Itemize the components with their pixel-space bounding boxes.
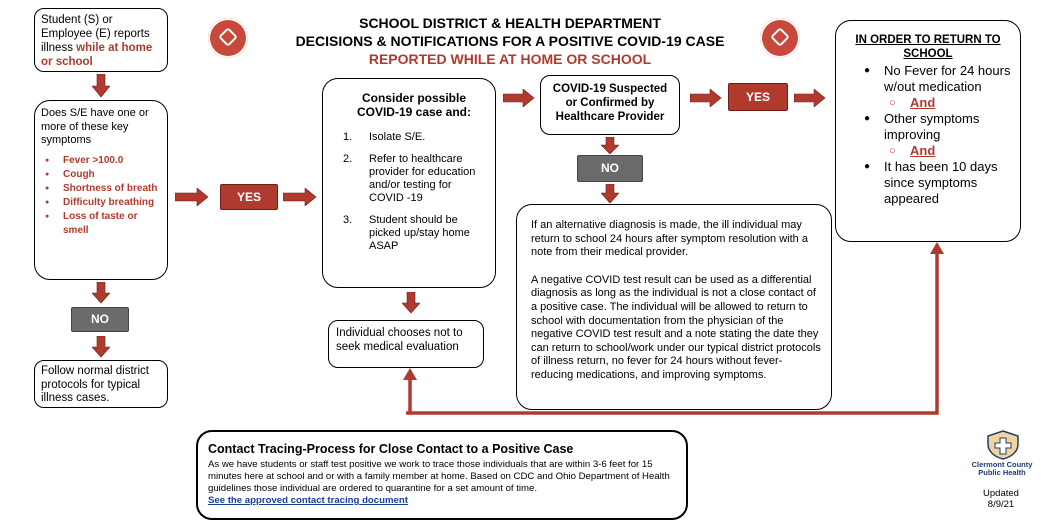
return-criteria bbox=[842, 63, 1014, 207]
updated-note bbox=[976, 488, 1026, 510]
suspected-box bbox=[540, 75, 680, 135]
school-seal-icon-left bbox=[208, 18, 248, 58]
consider-heading: Consider possible COVID-19 case and: bbox=[356, 91, 472, 119]
return-and: ○ And bbox=[842, 95, 1014, 111]
symptom-item: ● Loss of taste or smell bbox=[41, 210, 161, 238]
step-item: 2. Refer to healthcare provider for education and/or testing for COVID -19 bbox=[343, 153, 476, 204]
arrow-start-to-symptoms bbox=[92, 74, 110, 98]
return-criterion: ● It has been 10 days since symptoms appeared bbox=[842, 159, 1014, 207]
start-box bbox=[34, 8, 168, 72]
contact-body: As we have students or staff test positive we work to trace those individuals that are within 3-6 feet for 15 minutes here at school and or with a family member at home. Based on CDC and Ohio Department of Health guidelines those individual are ordered to quarantine for a set amount of time. bbox=[208, 459, 670, 494]
start-highlight: while at home or school bbox=[41, 42, 153, 68]
title-line2: DECISIONS & NOTIFICATIONS FOR A POSITIVE COVID-19 CASE bbox=[295, 33, 725, 49]
arrow-yes-to-return bbox=[794, 89, 826, 107]
suspected-text: COVID-19 Suspected or Confirmed by Healthcare Provider bbox=[552, 83, 668, 123]
title-line1: SCHOOL DISTRICT & HEALTH DEPARTMENT bbox=[359, 15, 661, 31]
step-item: 3. Student should be picked up/stay home ASAP bbox=[343, 214, 470, 252]
return-criterion: ● Other symptoms improving bbox=[842, 111, 1014, 143]
no-label-suspected: NO bbox=[577, 155, 643, 182]
logo-name: Clermont County bbox=[971, 460, 1033, 469]
arrow-suspected-to-no bbox=[601, 137, 619, 155]
page-title bbox=[260, 14, 760, 68]
connector-to-return-box bbox=[400, 240, 950, 420]
return-and: ○ And bbox=[842, 143, 1014, 159]
return-heading: IN ORDER TO RETURN TO SCHOOL bbox=[855, 34, 1001, 60]
start-text: Student (S) or Employee (E) reports illness bbox=[41, 14, 150, 54]
alt-para1: If an alternative diagnosis is made, the ill individual may return to school 24 hours after symptom resolution with a note from their medical provider. bbox=[531, 219, 808, 259]
arrow-suspected-to-yes bbox=[690, 89, 722, 107]
symptom-item: ● Fever >100.0 bbox=[41, 154, 161, 168]
step-item: 1. Isolate S/E. bbox=[343, 131, 426, 143]
no-label-symptoms: NO bbox=[71, 307, 129, 332]
normal-protocol-text: Follow normal district protocols for typical illness cases. bbox=[41, 365, 149, 404]
contact-tracing-box bbox=[196, 430, 688, 520]
alt-para2: A negative COVID test result can be used as a differential diagnosis as long as the individual is not a close contact of a positive case. The individual will be allowed to return to school with documentation from the physician of the negative COVID test result and a note stating the date they can return to school/work under our typical district protocols of illness return, no fever for 24 hours without fever-reducing medications, and improving symptoms. bbox=[531, 273, 821, 381]
contact-heading: Contact Tracing-Process for Close Contact to a Positive Case bbox=[208, 442, 574, 456]
updated-label: Updated bbox=[983, 488, 1019, 499]
not-seek-text: Individual chooses not to seek medical evaluation bbox=[336, 327, 463, 353]
arrow-no-to-alt bbox=[601, 184, 619, 204]
symptom-item: ● Shortness of breath bbox=[41, 182, 161, 196]
contact-tracing-link[interactable]: See the approved contact tracing document bbox=[208, 495, 408, 506]
return-criterion: ● No Fever for 24 hours w/out medication bbox=[842, 63, 1014, 95]
shield-logo-icon bbox=[986, 430, 1020, 460]
symptoms-question: Does S/E have one or more of these key symptoms bbox=[41, 107, 149, 146]
arrow-yes-to-consider bbox=[283, 188, 317, 206]
symptoms-box bbox=[34, 100, 168, 280]
return-box bbox=[835, 20, 1021, 242]
logo-text bbox=[964, 461, 1040, 477]
consider-steps bbox=[343, 131, 485, 253]
updated-date: 8/9/21 bbox=[987, 499, 1015, 510]
school-seal-icon-right bbox=[760, 18, 800, 58]
arrow-consider-to-suspected bbox=[503, 89, 535, 107]
yes-label-symptoms: YES bbox=[220, 184, 278, 210]
normal-protocol-box bbox=[34, 360, 168, 408]
yes-label-suspected: YES bbox=[728, 83, 788, 111]
symptoms-list bbox=[41, 154, 161, 238]
title-line3: REPORTED WHILE AT HOME OR SCHOOL bbox=[368, 51, 652, 67]
arrow-symptoms-to-yes bbox=[175, 188, 209, 206]
logo-sub: Public Health bbox=[978, 468, 1026, 477]
symptom-item: ● Cough bbox=[41, 168, 161, 182]
arrow-no-to-normal bbox=[92, 336, 110, 358]
arrow-symptoms-to-no bbox=[92, 282, 110, 304]
symptom-item: ● Difficulty breathing bbox=[41, 196, 161, 210]
